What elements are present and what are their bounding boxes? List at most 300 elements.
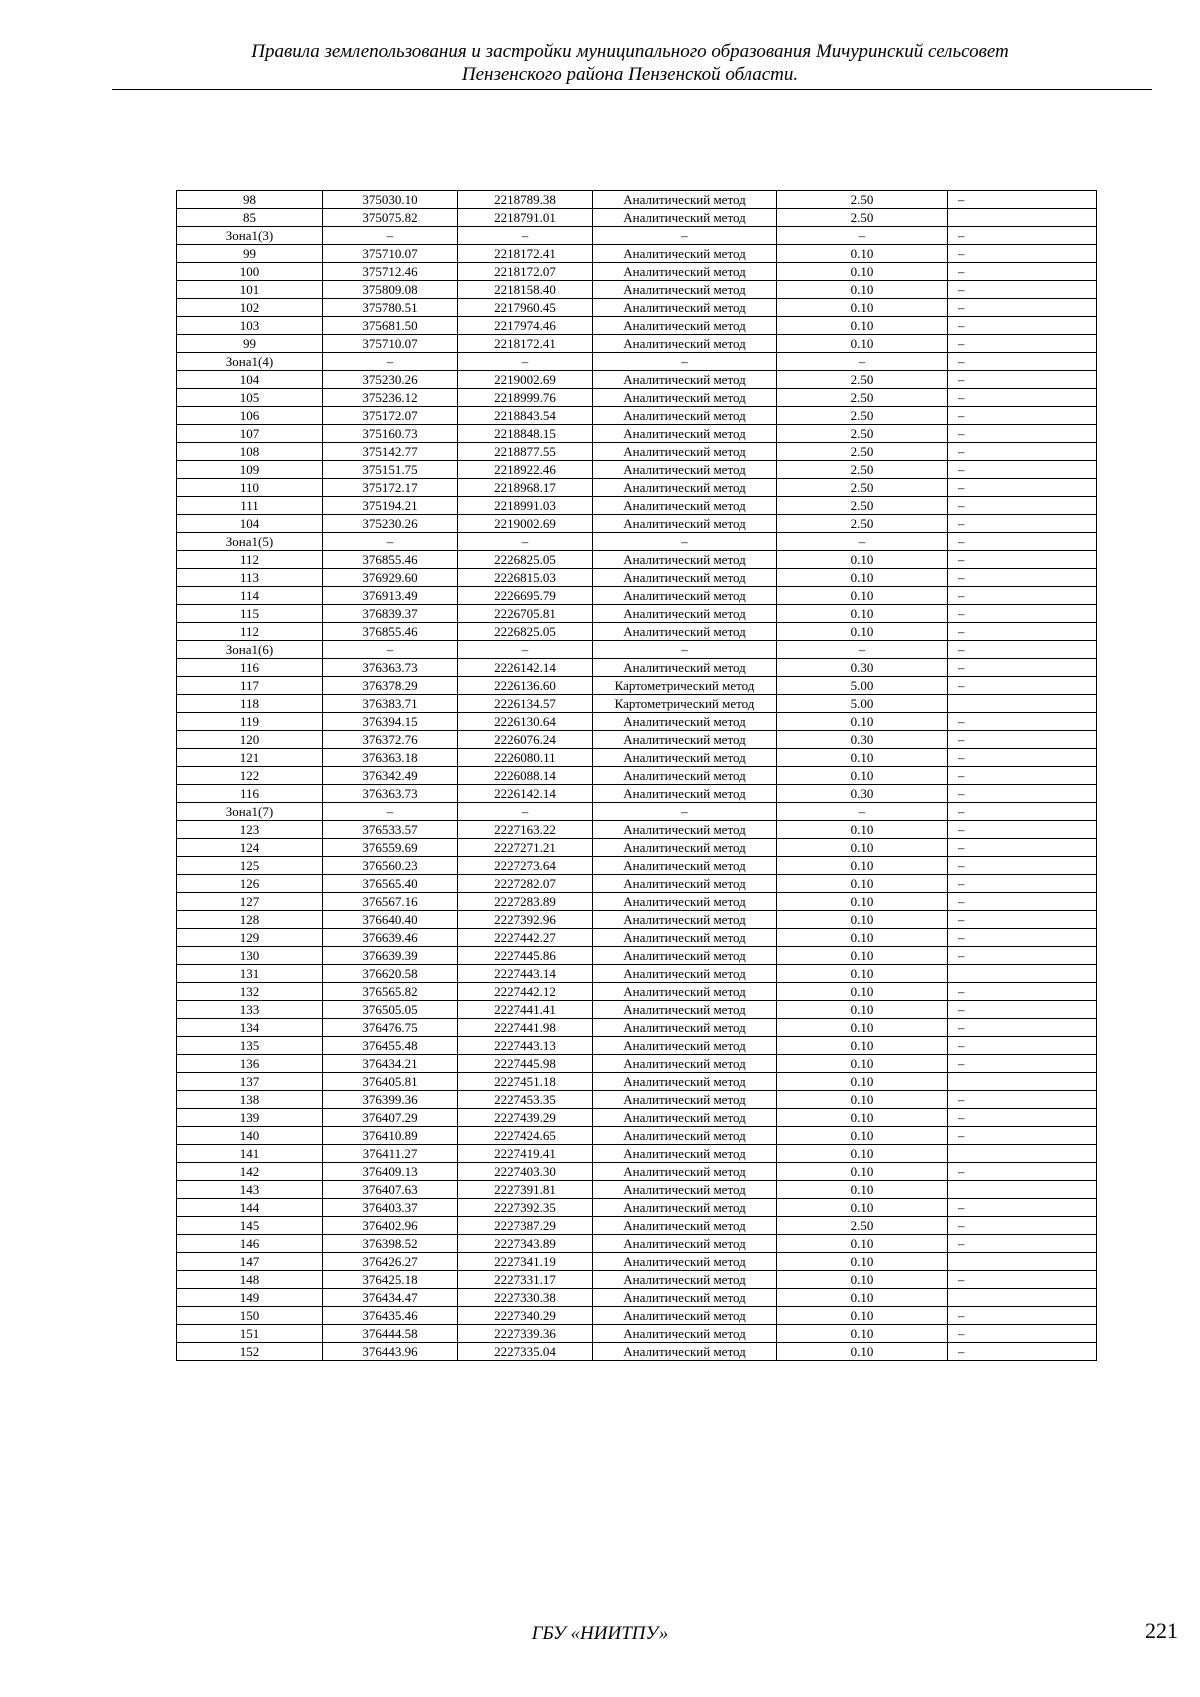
table-row — [177, 875, 1097, 893]
x-coordinate-cell: 375712.46 — [323, 263, 458, 281]
y-coordinate-cell: 2227445.98 — [458, 1055, 593, 1073]
x-coordinate-cell: 376363.73 — [323, 785, 458, 803]
accuracy-cell: 5.00 — [777, 677, 948, 695]
point-number-cell: 99 — [177, 335, 323, 353]
table-row — [177, 857, 1097, 875]
x-coordinate-cell: 376342.49 — [323, 767, 458, 785]
point-number-cell: 111 — [177, 497, 323, 515]
x-coordinate-cell: 376398.52 — [323, 1235, 458, 1253]
point-number-cell: 106 — [177, 407, 323, 425]
x-coordinate-cell: 375230.26 — [323, 515, 458, 533]
method-cell: Аналитический метод — [593, 1325, 777, 1343]
table-row — [177, 389, 1097, 407]
accuracy-cell: 0.10 — [777, 1055, 948, 1073]
y-coordinate-cell: – — [458, 803, 593, 821]
x-coordinate-cell: 376505.05 — [323, 1001, 458, 1019]
point-number-cell: 149 — [177, 1289, 323, 1307]
table-row — [177, 839, 1097, 857]
y-coordinate-cell: 2227273.64 — [458, 857, 593, 875]
accuracy-cell: 2.50 — [777, 1217, 948, 1235]
x-coordinate-cell: 375780.51 — [323, 299, 458, 317]
point-number-cell: 143 — [177, 1181, 323, 1199]
y-coordinate-cell: 2226705.81 — [458, 605, 593, 623]
method-cell: Картометрический метод — [593, 695, 777, 713]
table-row — [177, 587, 1097, 605]
table-row — [177, 641, 1097, 659]
point-number-cell: 85 — [177, 209, 323, 227]
x-coordinate-cell: 376399.36 — [323, 1091, 458, 1109]
method-cell: Аналитический метод — [593, 749, 777, 767]
x-coordinate-cell: 375681.50 — [323, 317, 458, 335]
note-cell: – — [948, 1109, 1097, 1127]
note-cell: – — [948, 425, 1097, 443]
note-cell: – — [948, 479, 1097, 497]
point-number-cell: 114 — [177, 587, 323, 605]
x-coordinate-cell: 375710.07 — [323, 245, 458, 263]
y-coordinate-cell: 2218789.38 — [458, 191, 593, 209]
table-row — [177, 209, 1097, 227]
note-cell: – — [948, 731, 1097, 749]
accuracy-cell: 0.10 — [777, 1091, 948, 1109]
point-number-cell: 109 — [177, 461, 323, 479]
y-coordinate-cell: – — [458, 227, 593, 245]
x-coordinate-cell: 376402.96 — [323, 1217, 458, 1235]
y-coordinate-cell: 2227339.36 — [458, 1325, 593, 1343]
table-row — [177, 1127, 1097, 1145]
x-coordinate-cell: 376929.60 — [323, 569, 458, 587]
y-coordinate-cell: 2217960.45 — [458, 299, 593, 317]
method-cell: Аналитический метод — [593, 1343, 777, 1361]
y-coordinate-cell: 2217974.46 — [458, 317, 593, 335]
x-coordinate-cell: 376855.46 — [323, 551, 458, 569]
x-coordinate-cell: 376363.73 — [323, 659, 458, 677]
x-coordinate-cell: 376403.37 — [323, 1199, 458, 1217]
point-number-cell: Зона1(4) — [177, 353, 323, 371]
point-number-cell: 100 — [177, 263, 323, 281]
point-number-cell: 130 — [177, 947, 323, 965]
y-coordinate-cell: – — [458, 353, 593, 371]
note-cell: – — [948, 821, 1097, 839]
point-number-cell: 127 — [177, 893, 323, 911]
y-coordinate-cell: 2218848.15 — [458, 425, 593, 443]
point-number-cell: 145 — [177, 1217, 323, 1235]
point-number-cell: 136 — [177, 1055, 323, 1073]
point-number-cell: 113 — [177, 569, 323, 587]
accuracy-cell: 0.30 — [777, 785, 948, 803]
x-coordinate-cell: 375172.07 — [323, 407, 458, 425]
table-row — [177, 1001, 1097, 1019]
table-row — [177, 1325, 1097, 1343]
note-cell: – — [948, 1307, 1097, 1325]
point-number-cell: 103 — [177, 317, 323, 335]
point-number-cell: 110 — [177, 479, 323, 497]
table-row — [177, 515, 1097, 533]
y-coordinate-cell: 2227340.29 — [458, 1307, 593, 1325]
point-number-cell: 119 — [177, 713, 323, 731]
y-coordinate-cell: 2227392.96 — [458, 911, 593, 929]
table-row — [177, 1163, 1097, 1181]
accuracy-cell: 0.10 — [777, 1199, 948, 1217]
accuracy-cell: 0.10 — [777, 281, 948, 299]
y-coordinate-cell: 2227271.21 — [458, 839, 593, 857]
method-cell: Аналитический метод — [593, 1145, 777, 1163]
point-number-cell: 140 — [177, 1127, 323, 1145]
x-coordinate-cell: 376409.13 — [323, 1163, 458, 1181]
method-cell: Аналитический метод — [593, 389, 777, 407]
table-row — [177, 821, 1097, 839]
y-coordinate-cell: 2226695.79 — [458, 587, 593, 605]
accuracy-cell: 0.10 — [777, 1019, 948, 1037]
y-coordinate-cell: 2227441.41 — [458, 1001, 593, 1019]
x-coordinate-cell: 376372.76 — [323, 731, 458, 749]
method-cell: Аналитический метод — [593, 1073, 777, 1091]
note-cell: – — [948, 1163, 1097, 1181]
page-header — [110, 40, 1150, 86]
point-number-cell: 107 — [177, 425, 323, 443]
x-coordinate-cell: 376394.15 — [323, 713, 458, 731]
y-coordinate-cell: 2227331.17 — [458, 1271, 593, 1289]
accuracy-cell: – — [777, 533, 948, 551]
note-cell: – — [948, 533, 1097, 551]
table-row — [177, 443, 1097, 461]
note-cell: – — [948, 767, 1097, 785]
method-cell: Аналитический метод — [593, 515, 777, 533]
note-cell — [948, 209, 1097, 227]
footer-organization: ГБУ «НИИТПУ» — [531, 1623, 669, 1644]
y-coordinate-cell: 2218158.40 — [458, 281, 593, 299]
note-cell: – — [948, 659, 1097, 677]
table-row — [177, 461, 1097, 479]
accuracy-cell: 0.10 — [777, 965, 948, 983]
accuracy-cell: 2.50 — [777, 425, 948, 443]
point-number-cell: 112 — [177, 551, 323, 569]
point-number-cell: 99 — [177, 245, 323, 263]
method-cell: Аналитический метод — [593, 1253, 777, 1271]
point-number-cell: 129 — [177, 929, 323, 947]
x-coordinate-cell: 376363.18 — [323, 749, 458, 767]
method-cell: Аналитический метод — [593, 1217, 777, 1235]
x-coordinate-cell: 375194.21 — [323, 497, 458, 515]
accuracy-cell: 0.10 — [777, 587, 948, 605]
x-coordinate-cell: 375236.12 — [323, 389, 458, 407]
x-coordinate-cell: 376639.39 — [323, 947, 458, 965]
note-cell: – — [948, 587, 1097, 605]
method-cell: Аналитический метод — [593, 569, 777, 587]
y-coordinate-cell: 2226076.24 — [458, 731, 593, 749]
x-coordinate-cell: 376913.49 — [323, 587, 458, 605]
note-cell — [948, 1073, 1097, 1091]
note-cell: – — [948, 569, 1097, 587]
point-number-cell: 147 — [177, 1253, 323, 1271]
method-cell: Аналитический метод — [593, 1001, 777, 1019]
y-coordinate-cell: – — [458, 533, 593, 551]
x-coordinate-cell: 376639.46 — [323, 929, 458, 947]
x-coordinate-cell: 376620.58 — [323, 965, 458, 983]
accuracy-cell: – — [777, 803, 948, 821]
accuracy-cell: 2.50 — [777, 479, 948, 497]
table-row — [177, 659, 1097, 677]
x-coordinate-cell: 375075.82 — [323, 209, 458, 227]
method-cell: Аналитический метод — [593, 1127, 777, 1145]
note-cell: – — [948, 335, 1097, 353]
point-number-cell: 101 — [177, 281, 323, 299]
y-coordinate-cell: 2227443.14 — [458, 965, 593, 983]
note-cell: – — [948, 551, 1097, 569]
table-row — [177, 965, 1097, 983]
note-cell: – — [948, 983, 1097, 1001]
x-coordinate-cell: 376407.29 — [323, 1109, 458, 1127]
method-cell: Аналитический метод — [593, 893, 777, 911]
method-cell: Аналитический метод — [593, 425, 777, 443]
accuracy-cell: 0.10 — [777, 317, 948, 335]
table-row — [177, 551, 1097, 569]
note-cell: – — [948, 1037, 1097, 1055]
note-cell: – — [948, 1001, 1097, 1019]
point-number-cell: 116 — [177, 659, 323, 677]
point-number-cell: Зона1(5) — [177, 533, 323, 551]
accuracy-cell: 0.10 — [777, 1181, 948, 1199]
method-cell: – — [593, 641, 777, 659]
method-cell: Аналитический метод — [593, 983, 777, 1001]
method-cell: Аналитический метод — [593, 767, 777, 785]
accuracy-cell: 5.00 — [777, 695, 948, 713]
method-cell: – — [593, 533, 777, 551]
x-coordinate-cell: 376411.27 — [323, 1145, 458, 1163]
header-title-line-1: Правила землепользования и застройки муниципального образования Мичуринский сельсовет — [251, 41, 1009, 62]
method-cell: Аналитический метод — [593, 1037, 777, 1055]
note-cell: – — [948, 1217, 1097, 1235]
y-coordinate-cell: 2227341.19 — [458, 1253, 593, 1271]
note-cell: – — [948, 641, 1097, 659]
y-coordinate-cell: 2227453.35 — [458, 1091, 593, 1109]
method-cell: Аналитический метод — [593, 1181, 777, 1199]
table-row — [177, 1109, 1097, 1127]
y-coordinate-cell: 2227330.38 — [458, 1289, 593, 1307]
point-number-cell: 137 — [177, 1073, 323, 1091]
accuracy-cell: 0.30 — [777, 659, 948, 677]
note-cell: – — [948, 947, 1097, 965]
method-cell: – — [593, 803, 777, 821]
accuracy-cell: 0.10 — [777, 839, 948, 857]
x-coordinate-cell: 375030.10 — [323, 191, 458, 209]
note-cell: – — [948, 1019, 1097, 1037]
point-number-cell: 123 — [177, 821, 323, 839]
method-cell: Аналитический метод — [593, 965, 777, 983]
method-cell: Аналитический метод — [593, 1109, 777, 1127]
method-cell: Аналитический метод — [593, 299, 777, 317]
method-cell: Аналитический метод — [593, 821, 777, 839]
point-number-cell: 112 — [177, 623, 323, 641]
x-coordinate-cell: 376444.58 — [323, 1325, 458, 1343]
accuracy-cell: 0.10 — [777, 713, 948, 731]
note-cell: – — [948, 371, 1097, 389]
x-coordinate-cell: 376567.16 — [323, 893, 458, 911]
note-cell: – — [948, 713, 1097, 731]
y-coordinate-cell: 2226134.57 — [458, 695, 593, 713]
note-cell: – — [948, 785, 1097, 803]
accuracy-cell: 0.10 — [777, 821, 948, 839]
table-row — [177, 803, 1097, 821]
note-cell: – — [948, 857, 1097, 875]
note-cell: – — [948, 623, 1097, 641]
x-coordinate-cell: 376476.75 — [323, 1019, 458, 1037]
x-coordinate-cell: 376407.63 — [323, 1181, 458, 1199]
method-cell: Аналитический метод — [593, 281, 777, 299]
x-coordinate-cell: 376435.46 — [323, 1307, 458, 1325]
y-coordinate-cell: 2218843.54 — [458, 407, 593, 425]
y-coordinate-cell: 2219002.69 — [458, 371, 593, 389]
accuracy-cell: 0.10 — [777, 1163, 948, 1181]
note-cell: – — [948, 1127, 1097, 1145]
accuracy-cell: 0.10 — [777, 893, 948, 911]
table-row — [177, 227, 1097, 245]
x-coordinate-cell: – — [323, 227, 458, 245]
accuracy-cell: 0.10 — [777, 929, 948, 947]
table-row — [177, 1199, 1097, 1217]
point-number-cell: 116 — [177, 785, 323, 803]
accuracy-cell: – — [777, 353, 948, 371]
accuracy-cell: 2.50 — [777, 461, 948, 479]
note-cell — [948, 695, 1097, 713]
accuracy-cell: 0.10 — [777, 875, 948, 893]
table-row — [177, 1091, 1097, 1109]
y-coordinate-cell: 2218877.55 — [458, 443, 593, 461]
note-cell — [948, 1253, 1097, 1271]
table-row — [177, 983, 1097, 1001]
note-cell: – — [948, 245, 1097, 263]
method-cell: Аналитический метод — [593, 191, 777, 209]
method-cell: Аналитический метод — [593, 875, 777, 893]
accuracy-cell: 0.10 — [777, 1001, 948, 1019]
x-coordinate-cell: 376434.47 — [323, 1289, 458, 1307]
x-coordinate-cell: 376405.81 — [323, 1073, 458, 1091]
y-coordinate-cell: 2219002.69 — [458, 515, 593, 533]
accuracy-cell: 2.50 — [777, 443, 948, 461]
table-row — [177, 695, 1097, 713]
accuracy-cell: 0.10 — [777, 1271, 948, 1289]
table-row — [177, 425, 1097, 443]
method-cell: Аналитический метод — [593, 263, 777, 281]
y-coordinate-cell: 2226815.03 — [458, 569, 593, 587]
accuracy-cell: 0.10 — [777, 1127, 948, 1145]
y-coordinate-cell: 2226136.60 — [458, 677, 593, 695]
accuracy-cell: 2.50 — [777, 497, 948, 515]
note-cell: – — [948, 1055, 1097, 1073]
table-row — [177, 1037, 1097, 1055]
accuracy-cell: 0.10 — [777, 569, 948, 587]
table-row — [177, 947, 1097, 965]
accuracy-cell: 0.10 — [777, 1109, 948, 1127]
note-cell: – — [948, 227, 1097, 245]
table-row — [177, 731, 1097, 749]
accuracy-cell: 0.10 — [777, 1235, 948, 1253]
note-cell — [948, 1145, 1097, 1163]
note-cell: – — [948, 605, 1097, 623]
method-cell: Аналитический метод — [593, 839, 777, 857]
y-coordinate-cell: 2227424.65 — [458, 1127, 593, 1145]
point-number-cell: 124 — [177, 839, 323, 857]
accuracy-cell: 0.10 — [777, 1145, 948, 1163]
accuracy-cell: 0.10 — [777, 245, 948, 263]
method-cell: Аналитический метод — [593, 785, 777, 803]
note-cell: – — [948, 749, 1097, 767]
method-cell: Аналитический метод — [593, 461, 777, 479]
x-coordinate-cell: 376565.82 — [323, 983, 458, 1001]
accuracy-cell: 0.10 — [777, 299, 948, 317]
table-row — [177, 569, 1097, 587]
header-divider — [112, 89, 1152, 90]
x-coordinate-cell: 376383.71 — [323, 695, 458, 713]
x-coordinate-cell: – — [323, 803, 458, 821]
accuracy-cell: 0.10 — [777, 1307, 948, 1325]
table-row — [177, 1073, 1097, 1091]
x-coordinate-cell: 376426.27 — [323, 1253, 458, 1271]
y-coordinate-cell: 2227445.86 — [458, 947, 593, 965]
note-cell: – — [948, 1091, 1097, 1109]
y-coordinate-cell: 2227403.30 — [458, 1163, 593, 1181]
point-number-cell: 141 — [177, 1145, 323, 1163]
table-row — [177, 623, 1097, 641]
table-row — [177, 785, 1097, 803]
method-cell: Аналитический метод — [593, 1091, 777, 1109]
method-cell: Аналитический метод — [593, 497, 777, 515]
method-cell: Аналитический метод — [593, 1163, 777, 1181]
accuracy-cell: 0.10 — [777, 263, 948, 281]
y-coordinate-cell: 2227442.27 — [458, 929, 593, 947]
method-cell: Аналитический метод — [593, 929, 777, 947]
point-number-cell: 144 — [177, 1199, 323, 1217]
table-row — [177, 713, 1097, 731]
x-coordinate-cell: 375230.26 — [323, 371, 458, 389]
x-coordinate-cell: 375142.77 — [323, 443, 458, 461]
y-coordinate-cell: 2226825.05 — [458, 623, 593, 641]
accuracy-cell: 0.10 — [777, 605, 948, 623]
method-cell: – — [593, 353, 777, 371]
x-coordinate-cell: 376559.69 — [323, 839, 458, 857]
accuracy-cell: 2.50 — [777, 515, 948, 533]
table-row — [177, 1271, 1097, 1289]
point-number-cell: 115 — [177, 605, 323, 623]
accuracy-cell: 2.50 — [777, 371, 948, 389]
method-cell: Аналитический метод — [593, 407, 777, 425]
x-coordinate-cell: 376839.37 — [323, 605, 458, 623]
method-cell: Аналитический метод — [593, 1289, 777, 1307]
point-number-cell: 128 — [177, 911, 323, 929]
method-cell: Аналитический метод — [593, 1235, 777, 1253]
table-row — [177, 245, 1097, 263]
point-number-cell: 131 — [177, 965, 323, 983]
point-number-cell: Зона1(3) — [177, 227, 323, 245]
table-row — [177, 1019, 1097, 1037]
point-number-cell: 126 — [177, 875, 323, 893]
method-cell: Аналитический метод — [593, 713, 777, 731]
note-cell: – — [948, 1235, 1097, 1253]
method-cell: Аналитический метод — [593, 551, 777, 569]
accuracy-cell: 0.10 — [777, 1325, 948, 1343]
table-row — [177, 533, 1097, 551]
table-row — [177, 1181, 1097, 1199]
point-number-cell: 151 — [177, 1325, 323, 1343]
note-cell: – — [948, 191, 1097, 209]
note-cell — [948, 1289, 1097, 1307]
note-cell: – — [948, 263, 1097, 281]
note-cell: – — [948, 677, 1097, 695]
note-cell: – — [948, 803, 1097, 821]
accuracy-cell: 0.10 — [777, 1343, 948, 1361]
point-number-cell: 125 — [177, 857, 323, 875]
header-title-line-2: Пензенского района Пензенской области. — [461, 64, 799, 85]
table-row — [177, 749, 1097, 767]
